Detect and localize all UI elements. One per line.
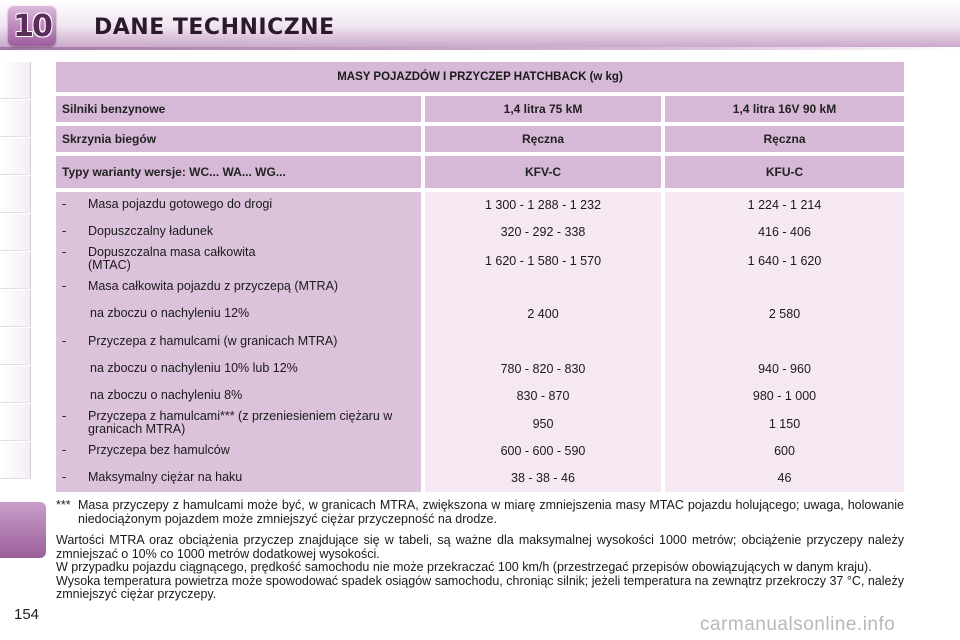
- chapter-tab[interactable]: [0, 404, 31, 441]
- page-title: DANE TECHNICZNE: [94, 15, 335, 40]
- header-col1: KFV-C: [425, 156, 661, 188]
- header-col2: Ręczna: [665, 126, 904, 152]
- chapter-tab[interactable]: [0, 366, 31, 403]
- header-label: Silniki benzynowe: [56, 96, 421, 122]
- chapter-tab[interactable]: [0, 176, 31, 213]
- row-value-1: 600 - 600 - 590: [500, 444, 586, 458]
- row-dash: -: [62, 245, 67, 259]
- row-value-2: 416 - 406: [758, 225, 811, 239]
- row-dash: -: [62, 409, 67, 423]
- row-dash: -: [62, 334, 67, 348]
- row-dash: -: [62, 470, 67, 484]
- table-header-row: [56, 156, 904, 188]
- row-value-2: 1 224 - 1 214: [747, 198, 822, 212]
- row-label: Dopuszczalna masa całkowita (MTAC): [88, 245, 256, 272]
- note-paragraph: Wysoka temperatura powietrza może spowodować spadek osiągów samochodu, chroniąc silnik; jeżeli temperatura na zewnątrz przekroczy 37 °C, należy zmniejszyć ciężar przyczepy.: [56, 573, 904, 601]
- header-divider: [0, 47, 960, 50]
- chapter-tab[interactable]: [0, 214, 31, 251]
- table-body: [56, 192, 904, 492]
- notes: [56, 534, 904, 602]
- row-value-1: 1 620 - 1 580 - 1 570: [484, 254, 602, 268]
- row-value-1: 1 300 - 1 288 - 1 232: [484, 198, 602, 212]
- row-value-2: 1 150: [768, 417, 801, 431]
- header-label: Typy warianty wersje: WC... WA... WG...: [56, 156, 421, 188]
- row-value-1: 830 - 870: [516, 389, 570, 403]
- table-header-row: [56, 96, 904, 122]
- row-dash: -: [62, 443, 67, 457]
- note-paragraph: W przypadku pojazdu ciągnącego, prędkość samochodu nie może przekraczać 100 km/h (przestrzegać przepisów obowiązujących w danym kraju).: [56, 560, 872, 574]
- header-col2: KFU-C: [665, 156, 904, 188]
- row-label: Przyczepa z hamulcami*** (z przeniesieniem ciężaru w granicach MTRA): [88, 409, 393, 436]
- footnote: [56, 498, 904, 526]
- row-value-2: 1 640 - 1 620: [747, 254, 822, 268]
- row-label: Dopuszczalny ładunek: [88, 224, 214, 238]
- page-number: 154: [14, 606, 40, 623]
- chapter-tab-active[interactable]: [0, 502, 46, 558]
- chapter-tab[interactable]: [0, 328, 31, 365]
- row-label: Maksymalny ciężar na haku: [88, 470, 243, 484]
- header-label: Skrzynia biegów: [56, 126, 421, 152]
- row-dash: -: [62, 279, 67, 293]
- watermark: carmanualsonline.info: [700, 614, 896, 635]
- row-value-1: 2 400: [527, 307, 559, 321]
- row-value-1: 780 - 820 - 830: [500, 362, 586, 376]
- row-label: Masa całkowita pojazdu z przyczepą (MTRA): [88, 279, 339, 293]
- header-col1: Ręczna: [425, 126, 661, 152]
- row-label: Masa pojazdu gotowego do drogi: [88, 197, 273, 211]
- table-title: MASY POJAZDÓW I PRZYCZEP HATCHBACK (w kg): [56, 62, 904, 92]
- chapter-tab[interactable]: [0, 290, 31, 327]
- row-value-2: 600: [774, 444, 795, 458]
- chapter-tab[interactable]: [0, 252, 31, 289]
- row-value-1: 38 - 38 - 46: [511, 471, 575, 485]
- row-value-2: 940 - 960: [758, 362, 811, 376]
- chapter-number: 10: [13, 8, 51, 44]
- row-value-2: 980 - 1 000: [752, 389, 817, 403]
- chapter-tab[interactable]: [0, 442, 31, 479]
- footnote-mark: ***: [56, 498, 71, 512]
- header-col2: 1,4 litra 16V 90 kM: [665, 96, 904, 122]
- chapter-tab[interactable]: [0, 138, 31, 175]
- chapter-tab[interactable]: [0, 100, 31, 137]
- row-label: na zboczu o nachyleniu 10% lub 12%: [90, 361, 298, 375]
- row-label: Przyczepa z hamulcami (w granicach MTRA): [88, 334, 338, 348]
- row-dash: -: [62, 224, 67, 238]
- row-dash: -: [62, 197, 67, 211]
- chapter-badge: [8, 6, 56, 46]
- row-label: Przyczepa bez hamulców: [88, 443, 230, 457]
- row-value-2: 46: [777, 471, 792, 485]
- header-col1: 1,4 litra 75 kM: [425, 96, 661, 122]
- row-value-1: 950: [532, 417, 554, 431]
- chapter-tab[interactable]: [0, 62, 31, 99]
- row-value-1: 320 - 292 - 338: [500, 225, 586, 239]
- row-value-2: 2 580: [768, 307, 801, 321]
- note-paragraph: Wartości MTRA oraz obciążenia przyczep znajdujące się w tabeli, są ważne dla maksymalnej wysokości 1000 metrów; obciążenie przyczepy należy zmniejszać o 10% co 1000 metrów dodatkowej wysokości.: [56, 533, 904, 561]
- row-label: na zboczu o nachyleniu 12%: [90, 306, 250, 320]
- footnote-text: Masa przyczepy z hamulcami może być, w granicach MTRA, zwiększona w miarę zmniejszenia masy MTAC pojazdu holującego; uwaga, holowanie niedociążonym pojazdem może zmniejszyć ciężar przyczepność na drodze.: [78, 498, 904, 526]
- row-label: na zboczu o nachyleniu 8%: [90, 388, 243, 402]
- table-header-row: [56, 126, 904, 152]
